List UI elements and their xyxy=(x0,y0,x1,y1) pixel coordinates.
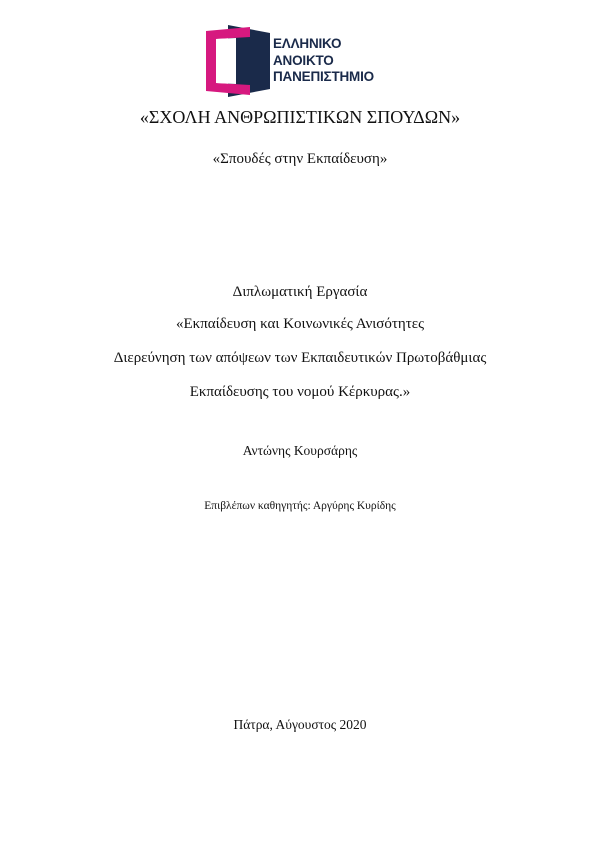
thesis-title-line-1: «Εκπαίδευση και Κοινωνικές Ανισότητες xyxy=(175,316,425,332)
university-logo-mark xyxy=(206,25,270,97)
thesis-title-line-2: Διερεύνηση των απόψεων των Εκπαιδευτικών Πρωτοβάθμιας xyxy=(113,350,487,366)
school-name: «ΣΧΟΛΗ ΑΝΘΡΩΠΙΣΤΙΚΩΝ ΣΠΟΥΔΩΝ» xyxy=(139,107,461,127)
author-name: Αντώνης Κουρσάρης xyxy=(242,443,358,458)
logo-line-2: ΑΝΟΙΚΤΟ xyxy=(273,52,334,68)
university-logo-text xyxy=(273,36,374,86)
logo-line-3: ΠΑΝΕΠΙΣΤΗΜΙΟ xyxy=(273,69,374,84)
thesis-type: Διπλωματική Εργασία xyxy=(232,284,368,300)
university-logo xyxy=(206,25,396,97)
place-and-date: Πάτρα, Αύγουστος 2020 xyxy=(233,717,367,732)
logo-line-1: ΕΛΛΗΝΙΚΟ xyxy=(273,36,342,51)
supervisor-line: Επιβλέπων καθηγητής: Αργύρης Κυρίδης xyxy=(204,500,396,512)
program-name: «Σπουδές στην Εκπαίδευση» xyxy=(212,151,388,167)
thesis-title-line-3: Εκπαίδευσης του νομού Κέρκυρας.» xyxy=(189,384,411,400)
